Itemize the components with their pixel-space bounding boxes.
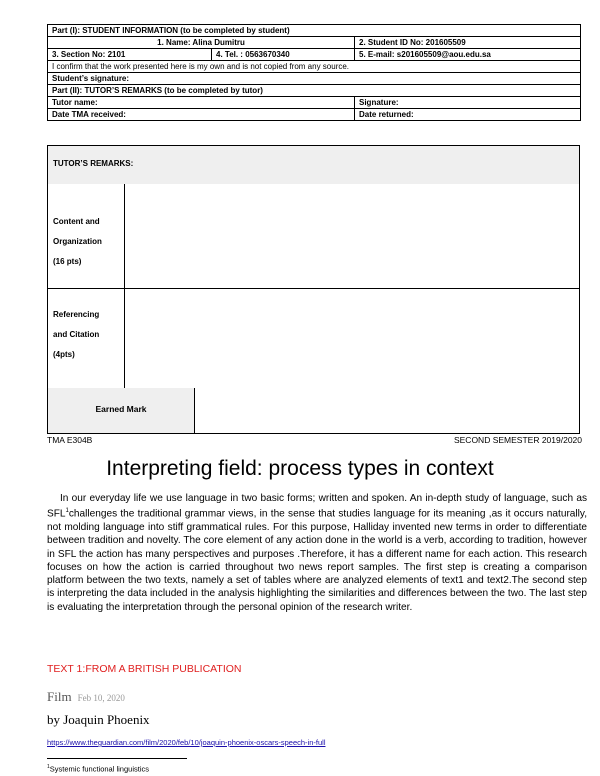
- footnote: $^1$Systemic functional linguistics: [47, 764, 149, 774]
- text1-heading: TEXT 1:FROM A BRITISH PUBLICATION: [47, 663, 242, 675]
- intro-paragraph: In our everyday life we use language in two basic forms; written and spoken. An in-depth study of language, such as SFL$^1$challenges the traditional grammar views, in the sense that studies language for its meaning ,as it occurs naturally, not molding language into stiff grammatical rules. For this purpose, Halliday invented new terms in order to differentiate between tradition and novelty. The core element of any action done in the world is a verb, according to tradition, however in SFL the action has many perspectives and purposes .Therefore, it has a different name for each action. This research focuses on how the action is carried throughout two news report samples. The first step is creating a comparison platform between the two texts, namely a set of tables where are analyzed elements of text1 and text2.The second step is interpreting the data included in the analysis highlighting the similarities and differences between the two. The last step is evaluating the interpretation through the personal opinion of the research writer.: [47, 493, 587, 613]
- criterion-referencing-citation: [48, 289, 579, 389]
- semester-label: SECOND SEMESTER 2019/2020: [453, 435, 582, 445]
- footnote-divider: [47, 758, 187, 759]
- criterion-remarks-area: [125, 289, 579, 388]
- tutor-remarks-title-row: [48, 146, 579, 185]
- page-title: Interpreting field: process types in context: [106, 457, 494, 480]
- date-returned-field: Date returned:: [355, 109, 581, 121]
- date-received-field: Date TMA received:: [48, 109, 355, 121]
- footnote-reference: 1: [65, 508, 69, 515]
- criterion-content-organization: [48, 184, 579, 289]
- section-number: 3. Section No: 2101: [48, 49, 212, 61]
- student-info-table: [47, 24, 581, 121]
- student-tel: 4. Tel. : 0563670340: [212, 49, 355, 61]
- tutor-remarks-box: [47, 145, 580, 434]
- earned-mark-row: [48, 388, 579, 433]
- course-code: TMA E304B: [47, 435, 93, 445]
- student-name: 1. Name: Alina Dumitru: [48, 37, 355, 49]
- article-link[interactable]: https://www.theguardian.com/film/2020/feb/10/joaquin-phoenix-oscars-speech-in-full: [47, 738, 326, 747]
- tutor-name-field: Tutor name:: [48, 97, 355, 109]
- article-meta: [47, 688, 125, 706]
- originality-statement: I confirm that the work presented here is my own and is not copied from any source.: [48, 61, 581, 73]
- earned-mark-label: Earned Mark: [95, 404, 147, 414]
- student-id: 2. Student ID No: 201605509: [355, 37, 581, 49]
- tutor-remarks-title: TUTOR’S REMARKS:: [53, 159, 134, 168]
- student-signature-field: Student’s signature:: [48, 73, 581, 85]
- tutor-signature-field: Signature:: [355, 97, 581, 109]
- student-email: 5. E-mail: s201605509@aou.edu.sa: [355, 49, 581, 61]
- criterion-remarks-area: [125, 184, 579, 288]
- article-byline: by Joaquin Phoenix: [47, 712, 150, 727]
- article-date: Feb 10, 2020: [77, 693, 125, 703]
- tutor-remarks-header: Part (II): TUTOR’S REMARKS (to be completed by tutor): [48, 85, 581, 97]
- article-category: Film: [47, 689, 72, 704]
- criterion-label: Referencing and Citation (4pts): [53, 310, 100, 359]
- student-info-header: Part (I): STUDENT INFORMATION (to be completed by student): [48, 25, 581, 37]
- earned-mark-value: [195, 388, 579, 433]
- criterion-label: Content and Organization (16 pts): [53, 217, 102, 266]
